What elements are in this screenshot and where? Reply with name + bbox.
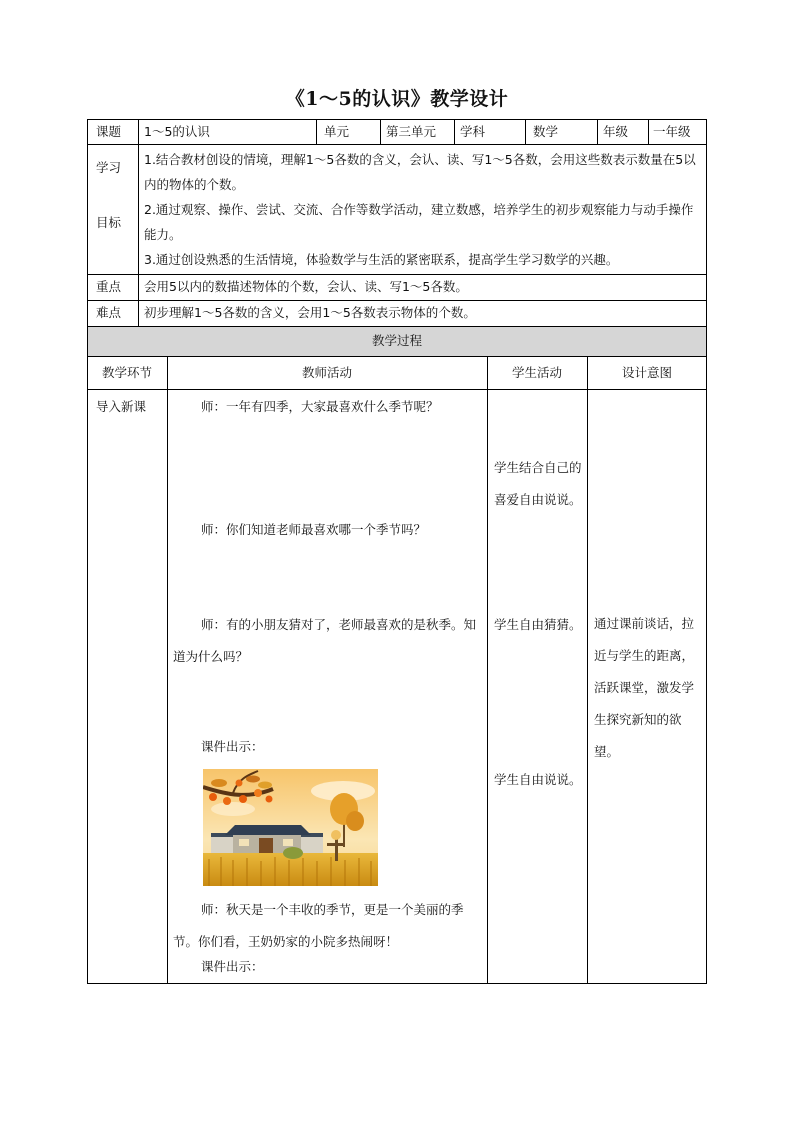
topic-label: 课题 [96,124,122,139]
teacher-line-5: 师：秋天是一个丰收的季节，更是一个美丽的季节。你们看，王奶奶家的小院多热闹呀！ [173,902,464,949]
teacher-line-2: 师：你们知道老师最喜欢哪一个季节吗？ [201,522,427,537]
autumn-scene-illustration [203,769,378,886]
topic-value: 1～5的认识 [144,124,210,139]
difficulty-label: 难点 [96,305,122,320]
teacher-line-6: 课件出示： [201,959,264,974]
grade-label: 年级 [603,124,629,139]
page-title: 《1～5的认识》教学设计 [285,88,509,110]
teacher-line-1: 师：一年有四季，大家最喜欢什么季节呢？ [201,399,439,414]
teacher-line-3: 师：有的小朋友猜对了，老师最喜欢的是秋季。知道为什么吗？ [173,617,477,664]
col-teacher: 教师活动 [301,365,352,380]
unit-label: 单元 [324,124,350,139]
goal-item-3: 3.通过创设熟悉的生活情境，体验数学与生活的紧密联系，提高学生学习数学的兴趣。 [144,252,619,267]
goal-item-1: 1.结合教材创设的情境，理解1～5各数的含义，会认、读、写1～5各数，会用这些数表示数量在5以内的物体的个数。 [144,152,696,192]
subject-value: 数学 [533,124,559,139]
goals-label-line2: 目标 [96,215,122,230]
teacher-line-4: 课件出示： [201,739,264,754]
subject-label: 学科 [460,124,486,139]
student-line-3: 学生自由说说。 [494,772,582,787]
key-point-label: 重点 [96,279,122,294]
student-line-1: 学生结合自己的喜爱自由说说。 [494,460,582,507]
col-student: 学生活动 [511,365,562,380]
grade-value: 一年级 [653,124,691,139]
autumn-courtyard-image [203,769,378,886]
process-header: 教学过程 [371,333,422,348]
lesson-plan-table [87,119,707,984]
difficulty-text: 初步理解1～5各数的含义，会用1～5各数表示物体的个数。 [144,305,476,320]
goals-label-line1: 学习 [96,160,122,175]
unit-value: 第三单元 [386,124,437,139]
goal-item-2: 2.通过观察、操作、尝试、交流、合作等数学活动，建立数感，培养学生的初步观察能力与动手操作能力。 [144,202,694,242]
stage-name: 导入新课 [96,399,147,414]
col-intent: 设计意图 [621,365,672,380]
student-line-2: 学生自由猜猜。 [494,617,582,632]
key-point-text: 会用5以内的数描述物体的个数，会认、读、写1～5各数。 [144,279,468,294]
design-intent: 通过课前谈话，拉近与学生的距离，活跃课堂，激发学生探究新知的欲望。 [594,616,695,759]
col-stage: 教学环节 [101,365,152,380]
